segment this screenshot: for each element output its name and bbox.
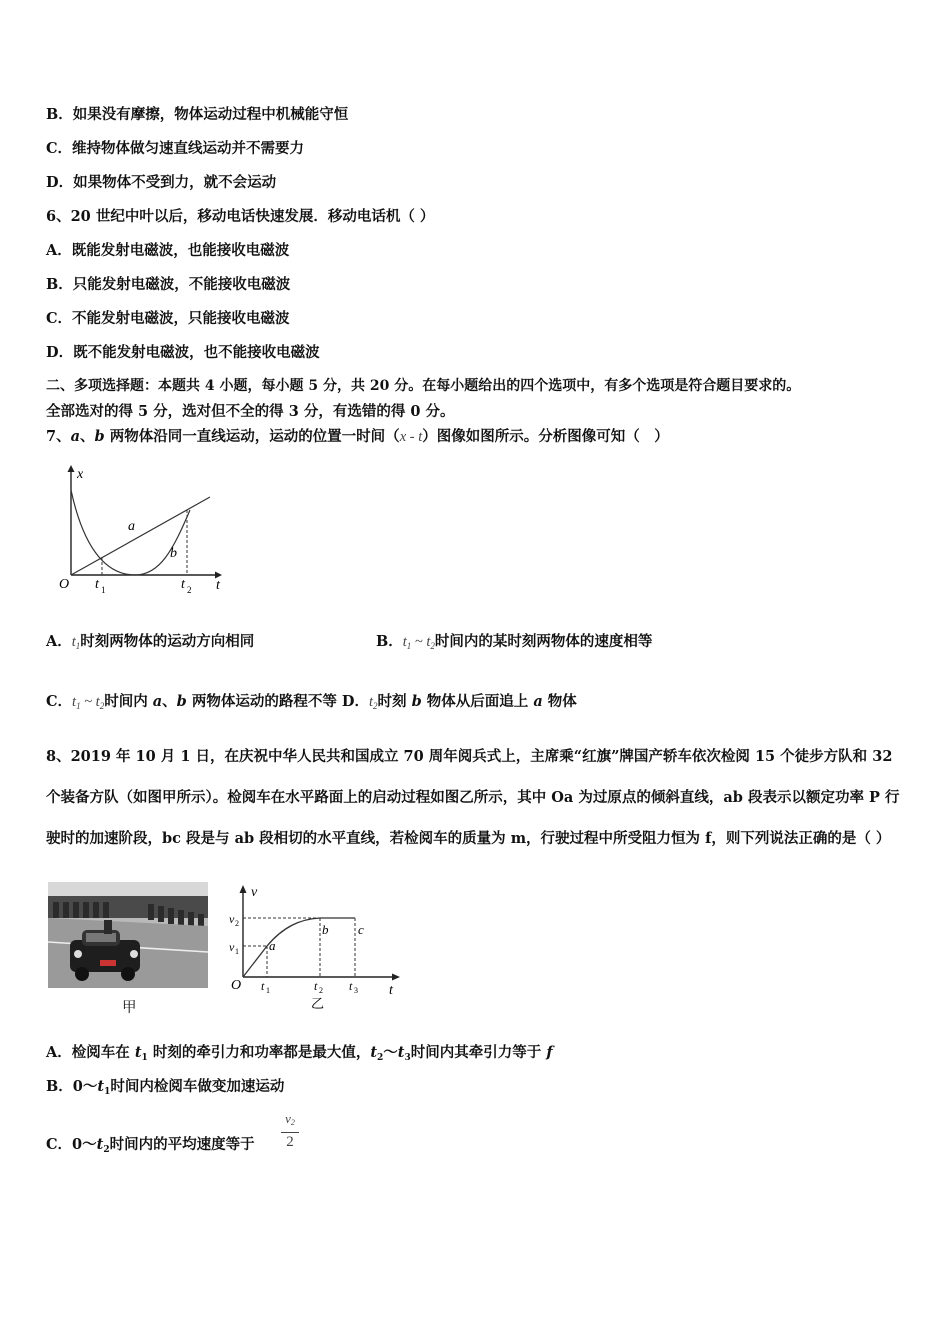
q8-option-c-fraction: v2 2 <box>280 1112 300 1150</box>
q7-stem: 7、a、b 两物体沿同一直线运动，运动的位置一时间（x - t）图像如图所示。分析图像可知（ ） <box>46 428 669 445</box>
q8-stem: 8、2019 年 10 月 1 日，在庆祝中华人民共和国成立 70 周年阅兵式上，主席乘“红旗”牌国产轿车依次检阅 15 个徒步方队和 32 个装备方队（如图甲所示）。检阅车在水平路面上的启动过程如图乙所示，其中 Oa 为过原点的倾斜直线，ab 段表示以额定功率 P 行驶时的加速阶段，bc 段是与 ab 段相切的水平直线，若检阅车的质量为 m，行驶过程中所受阻力恒为 f，则下列说法正确的是（ ） <box>46 748 900 847</box>
q7-tick-t2: t <box>181 577 185 592</box>
q8-tick-t3: t <box>349 979 353 993</box>
q8-tick-v2: v <box>229 912 235 926</box>
q8-tick-v1-sub: 1 <box>235 947 239 956</box>
q8-tick-t2-sub: 2 <box>319 986 323 995</box>
q8-label-c: c <box>358 922 364 937</box>
q8-tick-t3-sub: 3 <box>354 986 358 995</box>
q7-option-c: C．$t_1$ ~ $t_2$时间内 a、b 两物体运动的路程不等 D．$t_2$时刻 b 物体从后面追上 a 物体 <box>46 693 577 711</box>
q7-option-d-letter: D． <box>336 693 369 710</box>
q7-axis-x-label: x <box>77 467 84 482</box>
section-scoring: 全部选对的得 5 分，选对但不全的得 3 分，有选错的得 0 分。 <box>46 403 455 420</box>
q8-vt-graph <box>225 882 405 1012</box>
q7-xt-graph <box>55 460 235 600</box>
q7-option-a: A．$t_1$时刻两物体的运动方向相同 <box>46 633 255 651</box>
q8-label-a: a <box>269 938 276 953</box>
q8-label-b: b <box>322 922 329 937</box>
q8-parade-photo <box>48 882 208 988</box>
q7-line-a <box>71 497 210 575</box>
q6-option-a: A．既能发射电磁波，也能接收电磁波 <box>46 242 290 259</box>
prev-option-b: B．如果没有摩擦，物体运动过程中机械能守恒 <box>46 106 349 123</box>
q6-option-c: C．不能发射电磁波，只能接收电磁波 <box>46 310 290 327</box>
q7-axis-t-label: t <box>216 578 220 593</box>
q7-origin-label: O <box>59 577 70 592</box>
prev-option-c: C．维持物体做匀速直线运动并不需要力 <box>46 140 305 157</box>
q6-stem: 6、20 世纪中叶以后，移动电话快速发展．移动电话机（ ） <box>46 208 435 225</box>
q7-tick-t1: t <box>95 577 99 592</box>
q7-label-b: b <box>170 546 177 561</box>
q8-option-a: A．检阅车在 $t_1$ 时刻的牵引力和功率都是最大值，$t_2\sim t_3$时间内其牵引力等于 f <box>46 1044 553 1063</box>
q8-option-c: C．$0\sim t_2$时间内的平均速度等于 <box>46 1136 255 1155</box>
q8-option-b: B．$0\sim t_1$时间内检阅车做变加速运动 <box>46 1078 285 1097</box>
q7-option-d-t: t <box>369 694 374 710</box>
q8-segment-oa <box>243 946 267 977</box>
q8-origin-label: O <box>231 978 242 993</box>
q8-tick-t1: t <box>261 979 265 993</box>
parade-scene-image <box>48 882 208 988</box>
q7-tick-t2-sub: 2 <box>187 585 192 595</box>
q8-tick-t1-sub: 1 <box>266 986 270 995</box>
q8-graph-caption: 乙 <box>311 996 325 1011</box>
q6-option-d: D．既不能发射电磁波，也不能接收电磁波 <box>46 344 320 361</box>
q6-option-b: B．只能发射电磁波，不能接收电磁波 <box>46 276 291 293</box>
q8-photo-caption: 甲 <box>122 1000 137 1016</box>
q7-tick-t1-sub: 1 <box>101 585 106 595</box>
q8-tick-v1: v <box>229 940 235 954</box>
q7-label-a: a <box>128 519 135 534</box>
prev-option-d: D．如果物体不受到力，就不会运动 <box>46 174 277 191</box>
q8-axis-v-label: v <box>251 885 258 900</box>
q7-option-b: B．$t_1$ ~ $t_2$时间内的某时刻两物体的速度相等 <box>376 633 653 651</box>
q8-tick-v2-sub: 2 <box>235 919 239 928</box>
section-heading: 二、多项选择题：本题共 4 小题，每小题 5 分，共 20 分。在每小题给出的四个选项中，有多个选项是符合题目要求的。 <box>46 378 801 394</box>
q8-axis-t-label: t <box>389 983 393 998</box>
q8-tick-t2: t <box>314 979 318 993</box>
